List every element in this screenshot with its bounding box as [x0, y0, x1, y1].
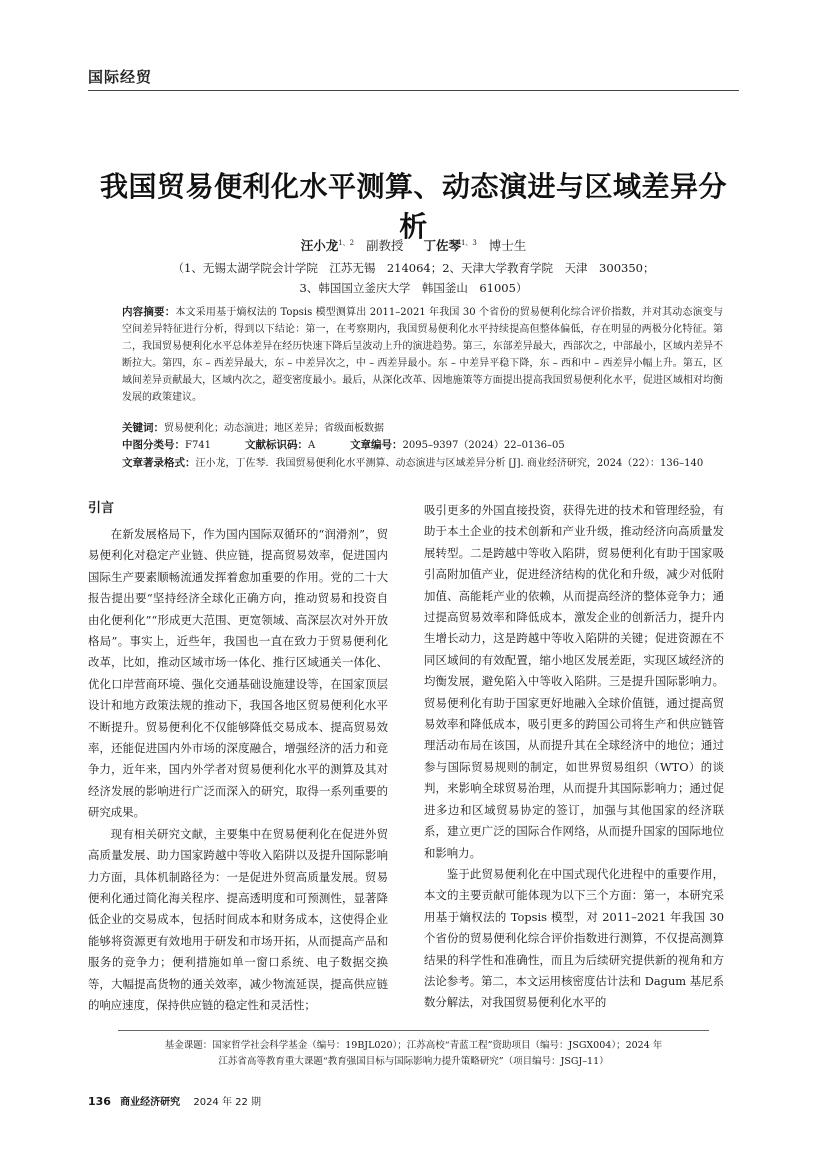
- clc-value: F741: [185, 440, 212, 451]
- citation: [122, 455, 723, 472]
- body-paragraph: 在新发展格局下，作为国内国际双循环的“润滑剂”，贸易便利化对稳定产业链、供应链，提高贸易效率，促进国内国际生产要素顺畅流通发挥着愈加重要的作用。党的二十大报告提出要“坚持经济全球化正确方向，推动贸易和投资自由化便利化”“形成更大范围、更宽领域、高深层次对外开放格局”。事实上，近些年，我国也一直在致力于贸易便利化改革，比如，推动区域市场一体化、推行区域通关一体化、优化口岸营商环境、强化交通基础设施建设等，在国家顶层设计和地方政策法规的推动下，我国各地区贸易便利化水平不断提升。贸易便利化不仅能够降低交易成本、提高贸易效率，还能促进国内外市场的深度融合，增强经济的活力和竞争力，近年来，国内外学者对贸易便利化水平的测算及其对经济发展的影响进行广泛而深入的研究，取得一系列重要的研究成果。: [88, 527, 388, 820]
- affiliation-line: （1、无锡太湖学院会计学院 江苏无锡 214064；2、天津大学教育学院 天津 300350；: [172, 261, 655, 275]
- affiliation-line: 3、韩国国立釜庆大学 韩国釜山 61005）: [299, 281, 528, 295]
- classification-row: [122, 437, 723, 454]
- left-column: [88, 500, 388, 1016]
- top-divider: [88, 90, 739, 91]
- page-footer: [88, 1093, 261, 1108]
- doc-code-label: 文献标识码：: [245, 439, 308, 451]
- clc-label: 中图分类号：: [122, 439, 185, 451]
- author-name: 汪小龙: [300, 238, 339, 253]
- footnote-divider: [118, 1030, 709, 1031]
- body-paragraph: 吸引更多的外国直接投资，获得先进的技术和管理经验，有助于本土企业的技术创新和产业升级，推动经济向高质量发展转型。二是跨越中等收入陷阱，贸易便利化有助于国家吸引高附加值产业，促进经济结构的优化和升级，减少对低附加值、高能耗产业的依赖，从而提高经济的整体竞争力；通过提高贸易效率和降低成本，激发企业的创新活力，提升内生增长动力，这是跨越中等收入陷阱的关键；促进资源在不同区域间的有效配置，缩小地区发展差距，实现区域经济的均衡发展，避免陷入中等收入陷阱。三是提升国际影响力。贸易便利化有助于国家更好地融入全球价值链，通过提高贸易效率和降低成本，吸引更多的跨国公司将生产和供应链管理活动布局在该国，从而提升其在全球经济中的地位；通过参与国际贸易规则的制定，如世界贸易组织（WTO）的谈判，来影响全球贸易治理，从而提升其国际影响力；通过促进多边和区域贸易协定的签订，加强与其他国家的经济联系，建立更广泛的国际合作网络，从而提升国家的国际地位和影响力。: [424, 503, 724, 860]
- abstract: [122, 304, 723, 406]
- footnote-line: 基金课题：国家哲学社会科学基金（编号：19BJL020）；江苏高校“青蓝工程”资助项目（编号：JSGX004）；2024 年: [164, 1040, 663, 1051]
- author-name: 丁佐琴: [423, 238, 461, 253]
- keywords-label: 关键词：: [122, 422, 164, 434]
- footnote-line: 江苏省高等教育重大课题“教育强国目标与国际影响力提升策略研究”（项目编号：JSGJ–11）: [218, 1056, 609, 1067]
- article-title: 我国贸易便利化水平测算、动态演进与区域差异分析: [99, 170, 727, 243]
- section-label: 国际经贸: [88, 68, 153, 86]
- abstract-label: 内容摘要：: [122, 306, 176, 318]
- body-paragraph: 现有相关研究文献，主要集中在贸易便利化在促进外贸高质量发展、助力国家跨越中等收入陷阱以及提升国际影响力方面，具体机制路径为：一是促进外贸高质量发展。贸易便利化通过简化海关程序、提高透明度和可预测性，显著降低企业的交易成本，包括时间成本和财务成本，这使得企业能够将资源更有效地用于研发和市场开拓，从而提高产品和服务的竞争力；便利措施如单一窗口系统、电子数据交换等，大幅提高货物的通关效率，减少物流延误，提高供应链的响应速度，保持供应链的稳定性和灵活性；: [88, 826, 388, 1012]
- keywords-text: 贸易便利化；动态演进；地区差异；省级面板数据: [164, 423, 384, 434]
- article-number-value: 2095–9397（2024）22–0136–05: [402, 440, 565, 451]
- keywords: [122, 420, 723, 437]
- body-paragraph: 鉴于此贸易便利化在中国式现代化进程中的重要作用，本文的主要贡献可能体现为以下三个方面：第一，本研究采用基于熵权法的 Topsis 模型，对 2011–2021 年我国 30 个省份的贸易便利化综合评价指数进行测算，不仅提高测算结果的科学性和准确性，而且为后续研究提供新的视角和方法论参考。第二，本文运用核密度估计法和 Dagum 基尼系数分解法，对我国贸易便利化水平的: [424, 866, 724, 1010]
- journal-name: 商业经济研究: [120, 1097, 181, 1108]
- author-role: 博士生: [488, 238, 527, 253]
- issue-info: 2024 年 22 期: [193, 1097, 262, 1108]
- author-line: [88, 236, 739, 254]
- doc-code-value: A: [308, 440, 316, 451]
- abstract-text: 本文采用基于熵权法的 Topsis 模型测算出 2011–2021 年我国 30 个省份的贸易便利化综合评价指数，并对其动态演变与空间差异特征进行分析，得到以下结论：第一，在考察期内，我国贸易便利化水平持续提高但整体偏低，存在明显的两极分化特征。第二，我国贸易便利化水平总体差异在经历快速下降后呈波动上升的演进趋势。第三，东部差异最大，西部次之，中部最小，区域内差异不断拉大。第四，东 – 西差异最大，东 – 中差异次之，中 – 西差异最小。东 – 中差异平稳下降，东 – 西和中 – 西差异小幅上升。第五，区域间差异贡献最大，区域内次之，超变密度最小。最后，从深化改革、因地施策等方面提出提高我国贸易便利化水平，促进区域相对均衡发展的政策建议。: [122, 307, 723, 403]
- right-column: [424, 500, 724, 1014]
- author-role: 副教授: [366, 238, 404, 253]
- article-number-label: 文章编号：: [350, 439, 403, 451]
- author-affil-mark: 1、2: [338, 238, 355, 247]
- citation-text: 汪小龙，丁佐琴．我国贸易便利化水平测算、动态演进与区域差异分析 [J]. 商业经济研究，2024（22）：136–140: [195, 458, 704, 469]
- author-affil-mark: 1、3: [460, 238, 477, 247]
- section-heading: 引言: [88, 501, 115, 516]
- citation-label: 文章著录格式：: [122, 457, 196, 469]
- page-number: 136: [88, 1095, 111, 1108]
- funding-footnote: [118, 1038, 709, 1070]
